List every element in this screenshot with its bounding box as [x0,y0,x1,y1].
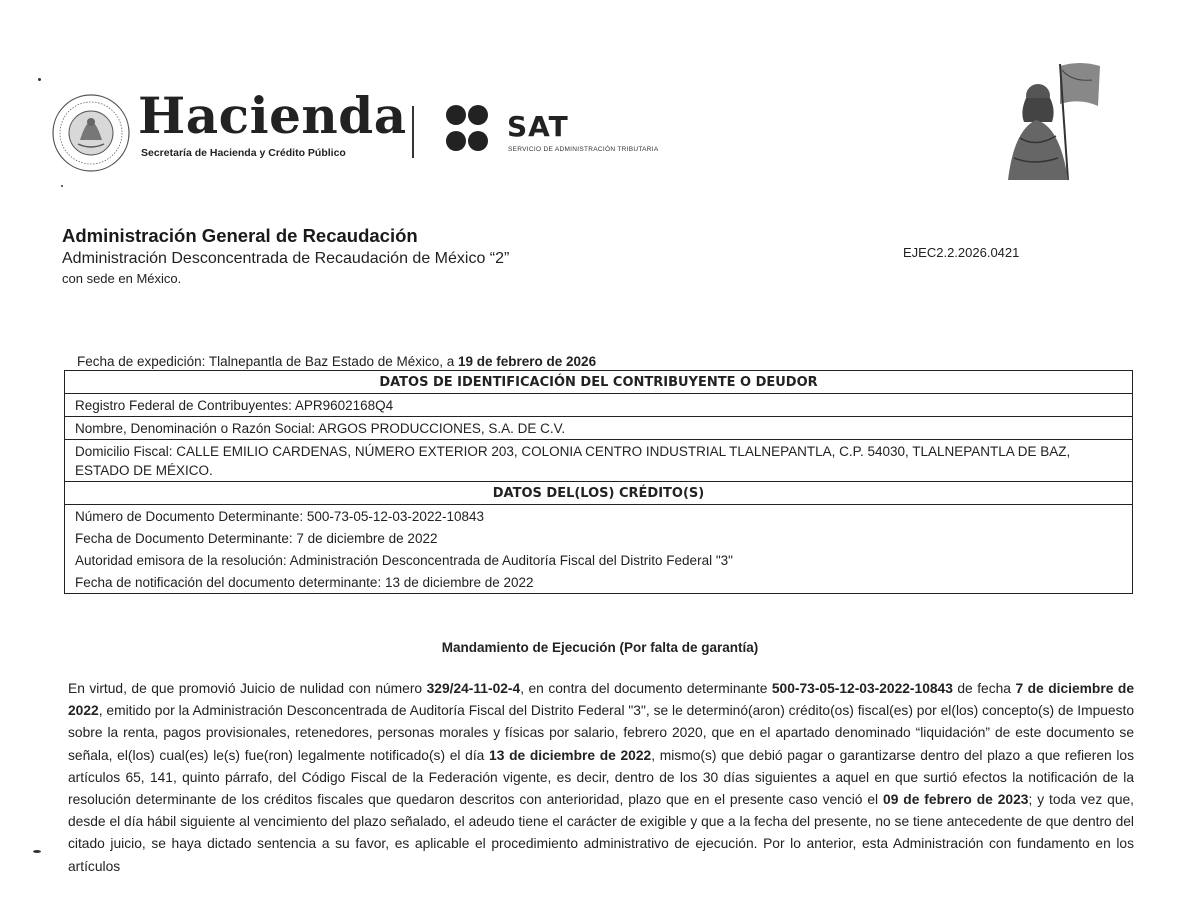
hacienda-logo-text: Hacienda [138,86,407,145]
office-title: Administración General de Recaudación [62,225,418,246]
taxpayer-header: DATOS DE IDENTIFICACIÓN DEL CONTRIBUYENTE O DEUDOR [65,371,1132,394]
notification-date: 13 de diciembre de 2022 [489,747,652,763]
scan-speck [61,185,63,187]
sat-logo-text: SAT [507,110,569,143]
logo-divider [412,106,414,158]
office-seat: con sede en México. [62,271,182,286]
issue-date-value: 19 de febrero de 2026 [458,354,597,369]
letterhead [50,80,1150,190]
sat-subtitle: SERVICIO DE ADMINISTRACIÓN TRIBUTARIA [508,146,659,153]
office-block [62,225,509,286]
document-id: EJEC2.2.2026.0421 [903,245,1020,260]
mexican-seal-icon [50,92,132,174]
determinant-date: 7 de diciembre de 2022 [68,681,1134,719]
name-row: Nombre, Denominación o Razón Social: ARGOS PRODUCCIONES, S.A. DE C.V. [65,417,1132,440]
body-text-5: , mismo(s) que debió pagar o garantizarse dentro del plazo a que refieren los artículos 65, 141, quinto párrafo, del Código Fiscal de la Federación vigente, es decir, dentro de los 30 días siguientes a aquel en que surtió efectos la notificación de la resolución determinante de los créditos fiscales que quedaron descritos con anterioridad, plazo que en el presente caso venció el [68,747,1134,808]
office-subtitle: Administración Desconcentrada de Recaudación de México “2” [62,250,510,267]
scan-speck [33,850,41,853]
body-paragraph [68,678,1134,878]
notification-row: Fecha de notificación del documento determinante: 13 de diciembre de 2022 [75,575,534,590]
issue-date-label: Fecha de expedición: Tlalnepantla de Baz Estado de México, a [77,354,458,369]
body-text-1: En virtud, de que promovió Juicio de nulidad con número [68,681,427,696]
address-row: Domicilio Fiscal: CALLE EMILIO CARDENAS, NÚMERO EXTERIOR 203, COLONIA CENTRO INDUSTRIAL TLALNEPANTLA, C.P. 54030, TLALNEPANTLA DE BAZ, ESTADO DE MÉXICO. [65,440,1132,482]
doc-date-row: Fecha de Documento Determinante: 7 de diciembre de 2022 [75,531,438,546]
due-date: 09 de febrero de 2023 [883,792,1029,808]
body-text-2: , en contra del documento determinante [520,681,772,696]
doc-number-row: Número de Documento Determinante: 500-73-05-12-03-2022-10843 [75,509,484,524]
issue-date-line [77,354,596,369]
act-title: Mandamiento de Ejecución (Por falta de garantía) [441,640,759,655]
body-text-4: , emitido por la Administración Desconcentrada de Auditoría Fiscal del Distrito Federal "3", se le determinó(aron) crédito(os) fiscal(es) por el(los) concepto(s) de Impuesto sobre la renta, pagos provisionales, retenedores, personas morales y físicas por salario, febrero 2020, que en el apartado denominado “liquidación” de este documento se señala, el(los) cual(es) le(s) fue(ron) legalmente notificado(s) el día [68,703,1134,763]
case-number: 329/24-11-02-4 [426,681,521,696]
body-text-6: ; y toda vez que, desde el día hábil siguiente al vencimiento del plazo señalado, el adeudo tiene el carácter de exigible y que a la fecha del presente, no se tiene antecedente de que dentro del citado juicio, se haya dictado sentencia a su favor, es aplicable el procedimiento administrativo de ejecución. Por lo anterior, esta Administración con fundamento en los artículos [68,792,1134,874]
rfc-row: Registro Federal de Contribuyentes: APR9602168Q4 [65,394,1132,417]
authority-row: Autoridad emisora de la resolución: Administración Desconcentrada de Auditoría Fiscal del Distrito Federal "3" [75,553,733,568]
determinant-number: 500-73-05-12-03-2022-10843 [771,681,953,696]
heroine-flag-icon [990,58,1105,183]
taxpayer-info-table [64,370,1133,594]
credits-header: DATOS DEL(LOS) CRÉDITO(S) [65,482,1132,505]
sat-logo-icon [445,104,497,154]
body-text-3: de fecha [952,681,1016,696]
scan-speck [38,78,41,81]
hacienda-subtitle: Secretaría de Hacienda y Crédito Público [141,147,346,159]
